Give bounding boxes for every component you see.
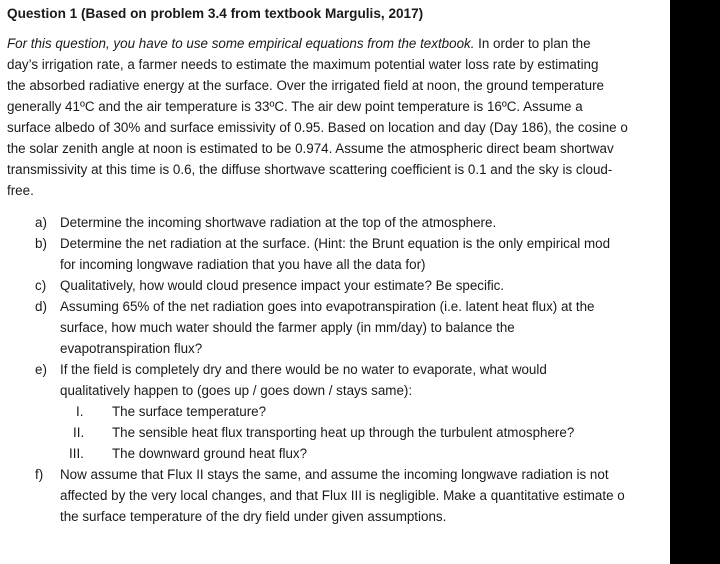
question-title: Question 1 (Based on problem 3.4 from textbook Margulis, 2017) [7,6,424,21]
subitem-text-3: The downward ground heat flux? [112,446,308,461]
item-d-text: evapotranspiration flux? [60,341,203,356]
item-label-c: c) [35,278,47,293]
item-b-text: for incoming longwave radiation that you have all the data for) [60,257,426,272]
item-c-text: Qualitatively, how would cloud presence impact your estimate? Be specific. [60,278,505,293]
intro-line: the solar zenith angle at noon is estimated to be 0.974. Assume the atmospheric direct beam shortwav [7,141,614,156]
intro-italic-lead: For this question, you have to use some empirical equations from the textbook. [7,36,475,51]
item-label-a: a) [35,215,47,230]
item-d-text: surface, how much water should the farmer apply (in mm/day) to balance the [60,320,515,335]
subitem-label-3: III. [69,446,84,461]
intro-line: generally 41ºC and the air temperature is 33ºC. The air dew point temperature is 16ºC. Assume a [7,99,583,114]
intro-line-1-rest: In order to plan the [474,36,591,51]
subitem-label-1: I. [76,404,84,419]
item-e-text: If the field is completely dry and there would be no water to evaporate, what would [60,362,547,377]
item-label-d: d) [35,299,47,314]
subitem-text-1: The surface temperature? [112,404,267,419]
item-f-text: the surface temperature of the dry field under given assumptions. [60,509,447,524]
intro-line: surface albedo of 30% and surface emissivity of 0.95. Based on location and day (Day 186), the cosine o [7,120,628,135]
subitem-text-2: The sensible heat flux transporting heat up through the turbulent atmosphere? [112,425,575,440]
right-black-bar [670,0,720,564]
item-a-text: Determine the incoming shortwave radiation at the top of the atmosphere. [60,215,497,230]
subitem-label-2: II. [73,425,85,440]
item-b-text: Determine the net radiation at the surface. (Hint: the Brunt equation is the only empirical mod [60,236,611,251]
item-label-f: f) [35,467,44,482]
item-e-text: qualitatively happen to (goes up / goes down / stays same): [60,383,413,398]
item-label-b: b) [35,236,47,251]
item-f-text: Now assume that Flux II stays the same, and assume the incoming longwave radiation is not [60,467,609,482]
item-label-e: e) [35,362,47,377]
intro-line: the absorbed radiative energy at the surface. Over the irrigated field at noon, the ground temperature [7,78,604,93]
item-d-text: Assuming 65% of the net radiation goes into evapotranspiration (i.e. latent heat flux) at the [60,299,595,314]
intro-line: transmissivity at this time is 0.6, the diffuse shortwave scattering coefficient is 0.1 and the sky is cloud- [7,162,613,177]
item-f-text: affected by the very local changes, and that Flux III is negligible. Make a quantitative estimate o [60,488,625,503]
intro-line: free. [7,183,34,198]
intro-line: day’s irrigation rate, a farmer needs to estimate the maximum potential water loss rate by estimating [7,57,599,72]
intro-line-1 [7,34,591,54]
